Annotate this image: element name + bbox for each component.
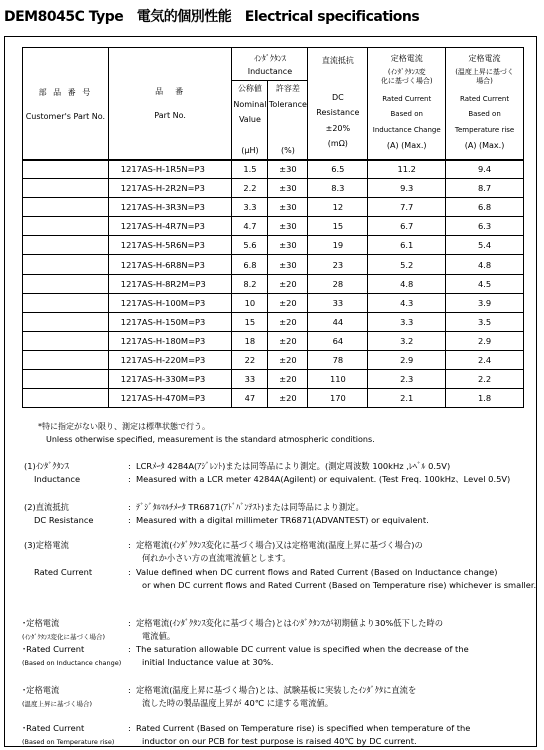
section4-colon: : bbox=[128, 618, 131, 628]
table-row bbox=[23, 293, 524, 312]
section3-line1: 定格電流(ｲﾝﾀﾞｸﾀﾝｽ変化に基づく場合)又は定格電流(温度上昇に基づく場合)の bbox=[136, 540, 423, 550]
part-number-cell: 1217AS-H-220M=P3 bbox=[108, 350, 232, 369]
header-rc1-jp: 定格電流 bbox=[390, 53, 423, 63]
rated-current-temperature-cell: 3.5 bbox=[446, 312, 524, 331]
section6-label-en-sub: (Based on Temperature rise) bbox=[22, 738, 115, 746]
section6-label-en: ･Rated Current bbox=[22, 723, 85, 733]
rated-current-temperature-cell: 6.3 bbox=[446, 217, 524, 236]
header-nominal-jp: 公称値 bbox=[237, 84, 262, 93]
rated-current-inductance-cell: 3.3 bbox=[368, 312, 446, 331]
spec-table bbox=[22, 47, 524, 408]
section1-label-en: Inductance bbox=[34, 474, 81, 484]
dc-resistance-cell: 64 bbox=[308, 331, 368, 350]
rated-current-temperature-cell: 4.5 bbox=[446, 274, 524, 293]
table-row bbox=[23, 350, 524, 369]
dc-resistance-cell: 19 bbox=[308, 236, 368, 255]
part-number-cell: 1217AS-H-3R3N=P3 bbox=[108, 198, 232, 217]
header-nominal-en2: Value bbox=[238, 115, 261, 124]
header-rc2-jp: 定格電流 bbox=[468, 53, 501, 63]
section2-line1: ﾃﾞｼﾞﾀﾙﾏﾙﾁﾒｰﾀ TR6871(ｱﾄﾞﾊﾞﾝﾃｽﾄ)または同等品により測定。 bbox=[136, 502, 364, 512]
rated-current-temperature-cell: 2.2 bbox=[446, 370, 524, 389]
header-nominal-en1: Nominal bbox=[233, 99, 267, 109]
rated-current-inductance-cell: 2.1 bbox=[368, 389, 446, 408]
nominal-cell: 2.2 bbox=[232, 179, 268, 198]
tolerance-cell: ±20 bbox=[268, 389, 308, 408]
rated-current-inductance-cell: 6.7 bbox=[368, 217, 446, 236]
section3-colon2: : bbox=[128, 567, 131, 577]
table-row bbox=[23, 255, 524, 274]
dc-resistance-cell: 15 bbox=[308, 217, 368, 236]
rated-current-inductance-cell: 9.3 bbox=[368, 179, 446, 198]
section2-colon2: : bbox=[128, 515, 131, 525]
customer-part-cell bbox=[23, 293, 109, 312]
part-number-cell: 1217AS-H-180M=P3 bbox=[108, 331, 232, 350]
header-rc2-unit: (A) (Max.) bbox=[464, 141, 505, 151]
rated-current-temperature-cell: 3.9 bbox=[446, 293, 524, 312]
header-part-en: Part No. bbox=[154, 111, 186, 121]
section6-colon: : bbox=[128, 723, 131, 733]
section4-colon2: : bbox=[128, 644, 131, 654]
customer-part-cell bbox=[23, 236, 109, 255]
section4-line4: initial Inductance value at 30%. bbox=[142, 657, 274, 667]
section1-line1: LCRﾒｰﾀ 4284A(ｱｼﾞﾚﾝﾄ)または同等品により測定。(測定周波数 100kHz ,ﾚﾍﾞﾙ 0.5V) bbox=[136, 461, 451, 471]
dc-resistance-cell: 23 bbox=[308, 255, 368, 274]
header-nominal bbox=[232, 81, 268, 160]
rated-current-inductance-cell: 7.7 bbox=[368, 198, 446, 217]
header-inductance-jp: ｲﾝﾀﾞｸﾀﾝｽ bbox=[253, 53, 286, 63]
dc-resistance-cell: 12 bbox=[308, 198, 368, 217]
tolerance-cell: ±20 bbox=[268, 274, 308, 293]
header-tolerance-en: Tolerance bbox=[268, 99, 307, 109]
section3-line2: 何れか小さい方の直流電流値とします。 bbox=[142, 553, 291, 563]
dc-resistance-cell: 28 bbox=[308, 274, 368, 293]
table-row bbox=[23, 179, 524, 198]
note-en: Unless otherwise specified, measurement is the standard atmospheric conditions. bbox=[46, 435, 375, 444]
part-number-cell: 1217AS-H-6R8N=P3 bbox=[108, 255, 232, 274]
header-tolerance-unit: (%) bbox=[280, 146, 295, 155]
table-row bbox=[23, 217, 524, 236]
rated-current-inductance-cell: 2.3 bbox=[368, 370, 446, 389]
part-number-cell: 1217AS-H-150M=P3 bbox=[108, 312, 232, 331]
section6-line1: Rated Current (Based on Temperature rise) is specified when temperature of the bbox=[136, 723, 471, 733]
rated-current-temperature-cell: 5.4 bbox=[446, 236, 524, 255]
header-dcr-en2: Resistance bbox=[316, 108, 360, 118]
header-rc1-en2: Based on bbox=[390, 110, 423, 119]
note-jp: *特に指定がない限り、測定は標準状態で行う。 bbox=[38, 422, 210, 431]
section5-line2: 流した時の製品温度上昇が 40℃ に達する電流値。 bbox=[142, 698, 334, 708]
nominal-cell: 33 bbox=[232, 370, 268, 389]
section4-label-en: ･Rated Current bbox=[22, 644, 85, 654]
tolerance-cell: ±20 bbox=[268, 312, 308, 331]
section4-label-jp-sub: (ｲﾝﾀﾞｸﾀﾝｽ変化に基づく場合) bbox=[22, 633, 106, 641]
tolerance-cell: ±30 bbox=[268, 236, 308, 255]
customer-part-cell bbox=[23, 217, 109, 236]
nominal-cell: 8.2 bbox=[232, 274, 268, 293]
header-customer-jp: 部 品 番 号 bbox=[38, 88, 93, 98]
rated-current-temperature-cell: 1.8 bbox=[446, 389, 524, 408]
header-customer-en: Customer's Part No. bbox=[25, 112, 106, 122]
header-rated-current-inductance bbox=[368, 48, 446, 160]
header-tolerance bbox=[268, 81, 308, 160]
tolerance-cell: ±30 bbox=[268, 217, 308, 236]
section3-label-en: Rated Current bbox=[34, 567, 93, 577]
tolerance-cell: ±30 bbox=[268, 198, 308, 217]
header-rc1-sub1: (ｲﾝﾀﾞｸﾀﾝｽ変 bbox=[387, 67, 426, 76]
section5-line1: 定格電流(温度上昇に基づく場合)とは、試験基板に実装したｲﾝﾀﾞｸﾀに直流を bbox=[136, 685, 417, 695]
rated-current-inductance-cell: 5.2 bbox=[368, 255, 446, 274]
header-rated-current-temperature bbox=[446, 48, 524, 160]
customer-part-cell bbox=[23, 331, 109, 350]
part-number-cell: 1217AS-H-100M=P3 bbox=[108, 293, 232, 312]
rated-current-inductance-cell: 3.2 bbox=[368, 331, 446, 350]
section3-line4: or when DC current flows and Rated Current (Based on Temperature rise) whichever is smaller. bbox=[142, 580, 537, 590]
table-row bbox=[23, 370, 524, 389]
tolerance-cell: ±20 bbox=[268, 370, 308, 389]
customer-part-cell bbox=[23, 312, 109, 331]
nominal-cell: 18 bbox=[232, 331, 268, 350]
header-rc2-en3: Temperature rise bbox=[454, 125, 515, 134]
part-number-cell: 1217AS-H-5R6N=P3 bbox=[108, 236, 232, 255]
section1-label-jp: (1)ｲﾝﾀﾞｸﾀﾝｽ bbox=[24, 461, 69, 471]
dc-resistance-cell: 8.3 bbox=[308, 179, 368, 198]
rated-current-inductance-cell: 11.2 bbox=[368, 160, 446, 179]
customer-part-cell bbox=[23, 389, 109, 408]
tolerance-cell: ±20 bbox=[268, 331, 308, 350]
section5-label-jp: ･定格電流 bbox=[22, 685, 60, 695]
dc-resistance-cell: 6.5 bbox=[308, 160, 368, 179]
spec-table-body bbox=[23, 160, 524, 408]
header-part-no bbox=[108, 48, 232, 160]
rated-current-inductance-cell: 6.1 bbox=[368, 236, 446, 255]
nominal-cell: 5.6 bbox=[232, 236, 268, 255]
nominal-cell: 15 bbox=[232, 312, 268, 331]
section4-label-en-sub: (Based on Inductance change) bbox=[22, 659, 122, 667]
tolerance-cell: ±20 bbox=[268, 293, 308, 312]
part-number-cell: 1217AS-H-8R2M=P3 bbox=[108, 274, 232, 293]
customer-part-cell bbox=[23, 274, 109, 293]
header-customer-part bbox=[23, 48, 109, 160]
section1-colon2: : bbox=[128, 474, 131, 484]
rated-current-inductance-cell: 4.3 bbox=[368, 293, 446, 312]
nominal-cell: 3.3 bbox=[232, 198, 268, 217]
dc-resistance-cell: 44 bbox=[308, 312, 368, 331]
customer-part-cell bbox=[23, 160, 109, 179]
header-dcr-tol: ±20% bbox=[325, 123, 351, 133]
table-row bbox=[23, 389, 524, 408]
nominal-cell: 1.5 bbox=[232, 160, 268, 179]
tolerance-cell: ±30 bbox=[268, 179, 308, 198]
part-number-cell: 1217AS-H-470M=P3 bbox=[108, 389, 232, 408]
header-inductance bbox=[232, 48, 308, 81]
nominal-cell: 6.8 bbox=[232, 255, 268, 274]
section2-label-en: DC Resistance bbox=[34, 515, 94, 525]
header-rc1-sub2: 化に基づく場合) bbox=[380, 76, 433, 85]
section4-line3: The saturation allowable DC current value is specified when the decrease of the bbox=[136, 644, 469, 654]
nominal-cell: 22 bbox=[232, 350, 268, 369]
rated-current-temperature-cell: 8.7 bbox=[446, 179, 524, 198]
section2-line2: Measured with a digital millimeter TR6871(ADVANTEST) or equivalent. bbox=[136, 515, 429, 525]
section4-label-jp: ･定格電流 bbox=[22, 618, 60, 628]
rated-current-temperature-cell: 6.8 bbox=[446, 198, 524, 217]
header-rc1-en1: Rated Current bbox=[382, 94, 432, 103]
part-number-cell: 1217AS-H-2R2N=P3 bbox=[108, 179, 232, 198]
table-row bbox=[23, 274, 524, 293]
nominal-cell: 47 bbox=[232, 389, 268, 408]
part-number-cell: 1217AS-H-4R7N=P3 bbox=[108, 217, 232, 236]
section6-line2: inductor on our PCB for test purpose is raised 40℃ by DC current. bbox=[142, 736, 417, 746]
header-dc-resistance bbox=[308, 48, 368, 160]
header-nominal-unit: (μH) bbox=[241, 146, 259, 155]
section2-label-jp: (2)直流抵抗 bbox=[24, 502, 69, 512]
nominal-cell: 10 bbox=[232, 293, 268, 312]
page-title: DEM8045C Type 電気的個別性能 Electrical specifications bbox=[4, 9, 420, 25]
table-row bbox=[23, 160, 524, 179]
dc-resistance-cell: 33 bbox=[308, 293, 368, 312]
tolerance-cell: ±30 bbox=[268, 160, 308, 179]
table-row bbox=[23, 312, 524, 331]
rated-current-inductance-cell: 2.9 bbox=[368, 350, 446, 369]
header-part-jp: 品 番 bbox=[155, 87, 186, 97]
section3-line3: Value defined when DC current flows and Rated Current (Based on Inductance change) bbox=[136, 567, 498, 577]
dc-resistance-cell: 110 bbox=[308, 370, 368, 389]
tolerance-cell: ±20 bbox=[268, 350, 308, 369]
rated-current-inductance-cell: 4.8 bbox=[368, 274, 446, 293]
dc-resistance-cell: 170 bbox=[308, 389, 368, 408]
customer-part-cell bbox=[23, 255, 109, 274]
section2-colon: : bbox=[128, 502, 131, 512]
table-row bbox=[23, 236, 524, 255]
dc-resistance-cell: 78 bbox=[308, 350, 368, 369]
header-inductance-en: Inductance bbox=[247, 66, 293, 76]
header-dcr-unit: (mΩ) bbox=[327, 139, 348, 149]
header-dcr-jp: 直流抵抗 bbox=[321, 55, 354, 65]
table-row bbox=[23, 331, 524, 350]
header-rc2-en1: Rated Current bbox=[460, 94, 510, 103]
rated-current-temperature-cell: 9.4 bbox=[446, 160, 524, 179]
customer-part-cell bbox=[23, 350, 109, 369]
header-rc1-unit: (A) (Max.) bbox=[386, 141, 427, 151]
spec-table-header bbox=[23, 48, 524, 160]
customer-part-cell bbox=[23, 198, 109, 217]
section3-label-jp: (3)定格電流 bbox=[24, 540, 69, 550]
rated-current-temperature-cell: 4.8 bbox=[446, 255, 524, 274]
nominal-cell: 4.7 bbox=[232, 217, 268, 236]
customer-part-cell bbox=[23, 179, 109, 198]
header-dcr-en1: DC bbox=[331, 92, 344, 102]
table-row bbox=[23, 198, 524, 217]
section4-line1: 定格電流(ｲﾝﾀﾞｸﾀﾝｽ変化に基づく場合)とはｲﾝﾀﾞｸﾀﾝｽが初期値より30%低下した時の bbox=[136, 618, 444, 628]
header-rc2-sub1: (温度上昇に基づく bbox=[455, 67, 514, 76]
rated-current-temperature-cell: 2.4 bbox=[446, 350, 524, 369]
customer-part-cell bbox=[23, 370, 109, 389]
rated-current-temperature-cell: 2.9 bbox=[446, 331, 524, 350]
section5-label-jp-sub: (温度上昇に基づく場合) bbox=[22, 700, 93, 708]
section4-line2: 電流値。 bbox=[142, 631, 176, 641]
section1-line2: Measured with a LCR meter 4284A(Agilent) or equivalent. (Test Freq. 100kHz、Level 0.5V) bbox=[136, 474, 511, 484]
header-tolerance-jp: 許容差 bbox=[275, 84, 300, 93]
section5-colon: : bbox=[128, 685, 131, 695]
header-rc2-en2: Based on bbox=[468, 110, 501, 119]
header-rc1-en3: Inductance Change bbox=[372, 125, 441, 134]
part-number-cell: 1217AS-H-330M=P3 bbox=[108, 370, 232, 389]
part-number-cell: 1217AS-H-1R5N=P3 bbox=[108, 160, 232, 179]
header-rc2-sub2: 場合) bbox=[476, 76, 493, 85]
section3-colon: : bbox=[128, 540, 131, 550]
section1-colon: : bbox=[128, 461, 131, 471]
tolerance-cell: ±30 bbox=[268, 255, 308, 274]
